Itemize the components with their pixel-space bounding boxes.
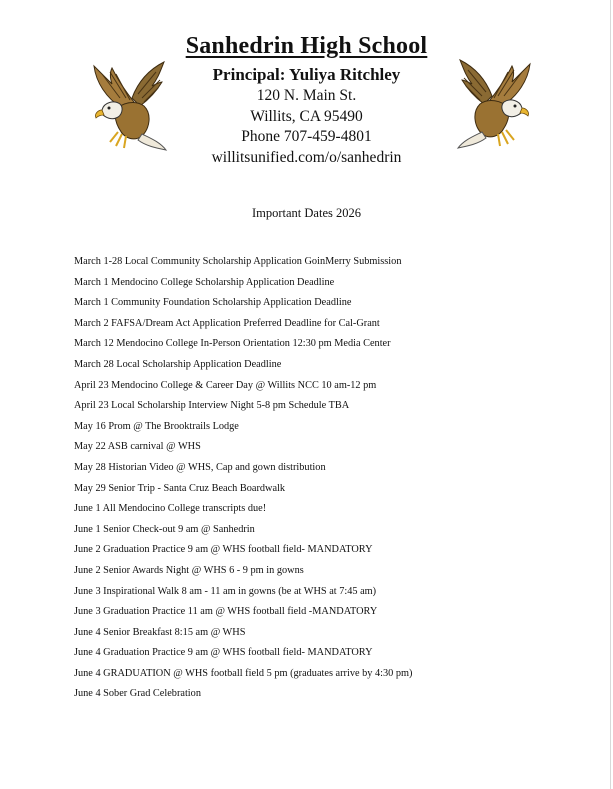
- date-item: June 3 Inspirational Walk 8 am - 11 am in gowns (be at WHS at 7:45 am): [74, 585, 377, 597]
- date-item: May 22 ASB carnival @ WHS: [74, 441, 201, 453]
- principal-name: Principal: Yuliya Ritchley: [212, 65, 401, 84]
- date-item: May 16 Prom @ The Brooktrails Lodge: [74, 420, 239, 432]
- dates-heading: Important Dates 2026: [251, 206, 361, 220]
- date-item: June 2 Graduation Practice 9 am @ WHS football field- MANDATORY: [74, 544, 373, 556]
- date-item: June 4 GRADUATION @ WHS football field 5 pm (graduates arrive by 4:30 pm): [74, 667, 413, 679]
- date-item: April 23 Mendocino College & Career Day @ Willits NCC 10 am-12 pm: [74, 379, 377, 391]
- important-dates-list: [74, 252, 412, 705]
- date-item: March 1-28 Local Community Scholarship Application GoinMerry Submission: [74, 256, 402, 267]
- city-state-zip: Willits, CA 95490: [250, 107, 363, 125]
- street-address: 120 N. Main St.: [256, 87, 357, 104]
- date-item: June 1 Senior Check-out 9 am @ Sanhedrin: [74, 523, 255, 535]
- date-item: June 4 Sober Grad Celebration: [74, 688, 201, 700]
- date-item: March 2 FAFSA/Dream Act Application Preferred Deadline for Cal-Grant: [74, 317, 380, 329]
- date-item: March 28 Local Scholarship Application Deadline: [74, 358, 282, 370]
- date-item: March 1 Mendocino College Scholarship Application Deadline: [74, 276, 335, 288]
- date-item: June 2 Senior Awards Night @ WHS 6 - 9 pm in gowns: [74, 564, 304, 576]
- date-item: May 28 Historian Video @ WHS, Cap and gown distribution: [74, 461, 326, 473]
- date-item: April 23 Local Scholarship Interview Night 5-8 pm Schedule TBA: [74, 400, 350, 412]
- date-item: March 1 Community Foundation Scholarship Application Deadline: [74, 297, 352, 309]
- date-item: June 1 All Mendocino College transcripts due!: [74, 503, 267, 515]
- date-item: June 3 Graduation Practice 11 am @ WHS football field -MANDATORY: [74, 606, 378, 618]
- date-item: June 4 Graduation Practice 9 am @ WHS football field- MANDATORY: [74, 647, 373, 659]
- website-url: willitsunified.com/o/sanhedrin: [211, 148, 402, 166]
- letterhead: [0, 30, 613, 168]
- school-name: Sanhedrin High School: [185, 33, 428, 59]
- date-item: June 4 Senior Breakfast 8:15 am @ WHS: [74, 626, 246, 638]
- phone-number: Phone 707-459-4801: [241, 128, 372, 145]
- date-item: March 12 Mendocino College In-Person Orientation 12:30 pm Media Center: [74, 338, 391, 350]
- date-item: May 29 Senior Trip - Santa Cruz Beach Boardwalk: [74, 482, 286, 494]
